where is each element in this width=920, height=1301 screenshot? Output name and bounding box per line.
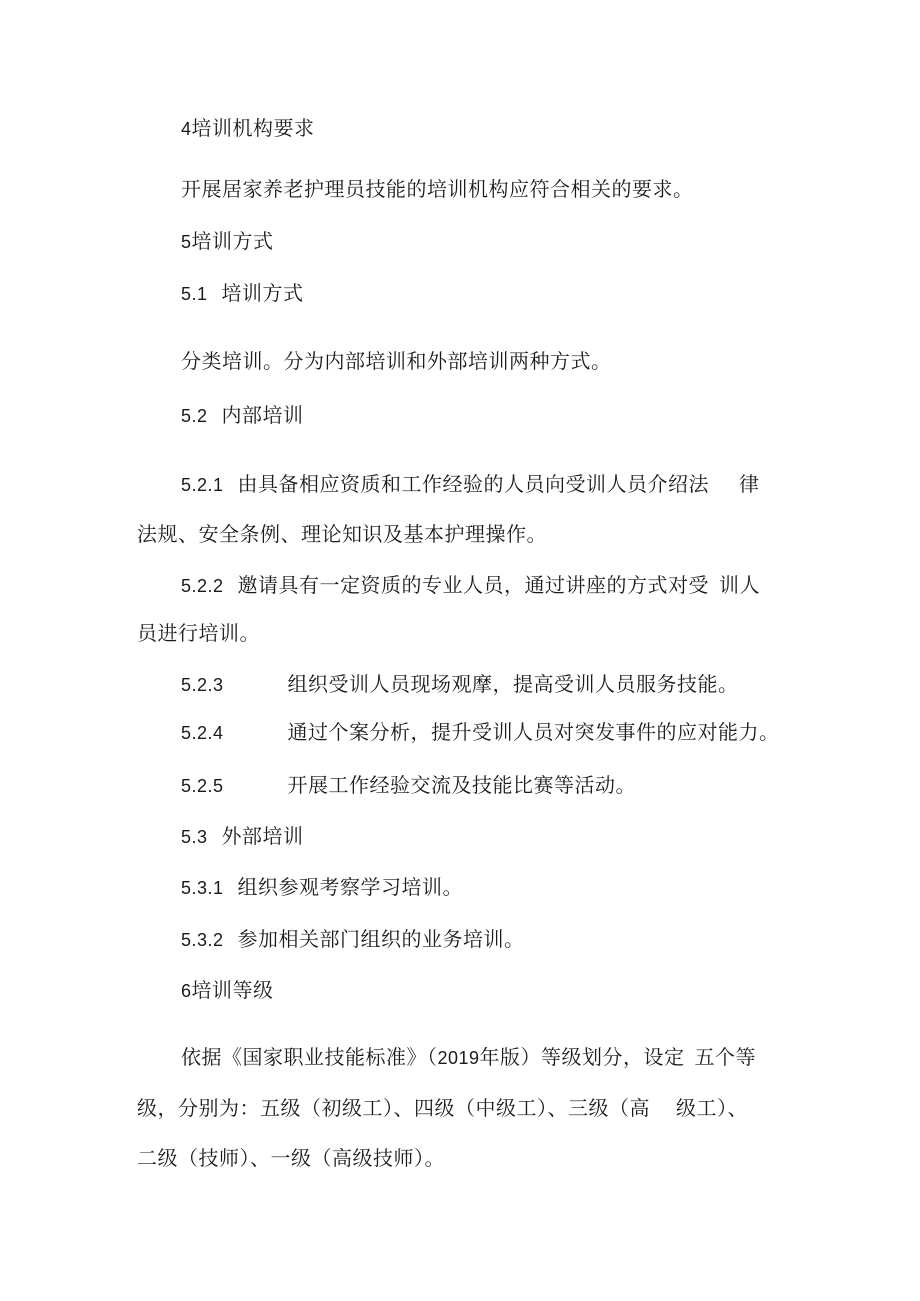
heading-6 xyxy=(181,977,274,1004)
item-5-2-4-number: 5.2.4 xyxy=(181,723,224,743)
heading-5-3 xyxy=(181,823,304,850)
heading-5-2-text: 内部培训 xyxy=(221,403,304,427)
item-5-2-5 xyxy=(181,772,636,799)
item-5-2-5-text: 开展工作经验交流及技能比赛等活动。 xyxy=(287,773,637,797)
item-5-2-3 xyxy=(181,671,739,698)
heading-4-number: 4 xyxy=(181,119,192,139)
heading-5 xyxy=(181,228,274,255)
item-5-2-1-line1 xyxy=(181,471,760,498)
item-5-3-2 xyxy=(181,926,525,953)
heading-4 xyxy=(181,115,315,142)
paragraph-6-line1-a: 依据《国家职业技能标准》（ xyxy=(181,1045,438,1069)
heading-5-1-number: 5.1 xyxy=(181,284,208,304)
item-5-2-2-line1 xyxy=(181,572,760,599)
paragraph-6-line1-c: 五个等 xyxy=(694,1045,757,1069)
paragraph-6-year: 2019 xyxy=(437,1048,480,1068)
paragraph-6-line1 xyxy=(181,1044,756,1071)
heading-5-1 xyxy=(181,280,304,307)
item-5-2-2-text: 邀请具有一定资质的专业人员，通过讲座的方式对受 xyxy=(237,573,710,597)
item-5-2-4 xyxy=(181,719,780,746)
item-5-2-3-text: 组织受训人员现场观摩，提高受训人员服务技能。 xyxy=(287,672,739,696)
paragraph-4: 开展居家养老护理员技能的培训机构应符合相关的要求。 xyxy=(181,177,694,201)
item-5-2-1-tail: 律 xyxy=(739,472,760,496)
item-5-2-2-number: 5.2.2 xyxy=(181,576,224,596)
item-5-3-2-number: 5.3.2 xyxy=(181,930,224,950)
item-5-3-1-text: 组织参观考察学习培训。 xyxy=(237,875,464,899)
item-5-2-1-number: 5.2.1 xyxy=(181,475,224,495)
heading-6-text: 培训等级 xyxy=(191,978,274,1002)
item-5-2-3-number: 5.2.3 xyxy=(181,675,224,695)
heading-5-3-text: 外部培训 xyxy=(221,824,304,848)
paragraph-6-line3: 二级（技师）、一级（高级技师）。 xyxy=(137,1146,445,1170)
item-5-2-2-line2: 员进行培训。 xyxy=(137,621,260,645)
paragraph-6-line2 xyxy=(137,1095,748,1121)
item-5-2-1-line2: 法规、安全条例、理论知识及基本护理操作。 xyxy=(137,522,547,546)
heading-5-2-number: 5.2 xyxy=(181,406,208,426)
item-5-3-1 xyxy=(181,874,463,901)
paragraph-6-line2-b: 级工）、 xyxy=(676,1096,748,1120)
heading-5-2 xyxy=(181,402,304,429)
heading-4-text: 培训机构要求 xyxy=(191,116,315,140)
item-5-2-4-text: 通过个案分析，提升受训人员对突发事件的应对能力。 xyxy=(287,720,780,744)
paragraph-5-1: 分类培训。分为内部培训和外部培训两种方式。 xyxy=(181,349,612,373)
heading-5-1-text: 培训方式 xyxy=(221,281,304,305)
paragraph-6-line1-b: 年版）等级划分，设定 xyxy=(479,1045,685,1069)
item-5-3-1-number: 5.3.1 xyxy=(181,878,224,898)
heading-6-number: 6 xyxy=(181,981,192,1001)
heading-5-3-number: 5.3 xyxy=(181,827,208,847)
heading-5-number: 5 xyxy=(181,232,192,252)
item-5-2-5-number: 5.2.5 xyxy=(181,776,224,796)
item-5-2-2-tail: 训人 xyxy=(719,573,761,597)
item-5-2-1-text: 由具备相应资质和工作经验的人员向受训人员介绍法 xyxy=(237,472,710,496)
paragraph-6-line2-a: 级，分别为：五级（初级工）、四级（中级工）、三级（高 xyxy=(137,1096,650,1120)
item-5-3-2-text: 参加相关部门组织的业务培训。 xyxy=(237,927,525,951)
heading-5-text: 培训方式 xyxy=(191,229,274,253)
